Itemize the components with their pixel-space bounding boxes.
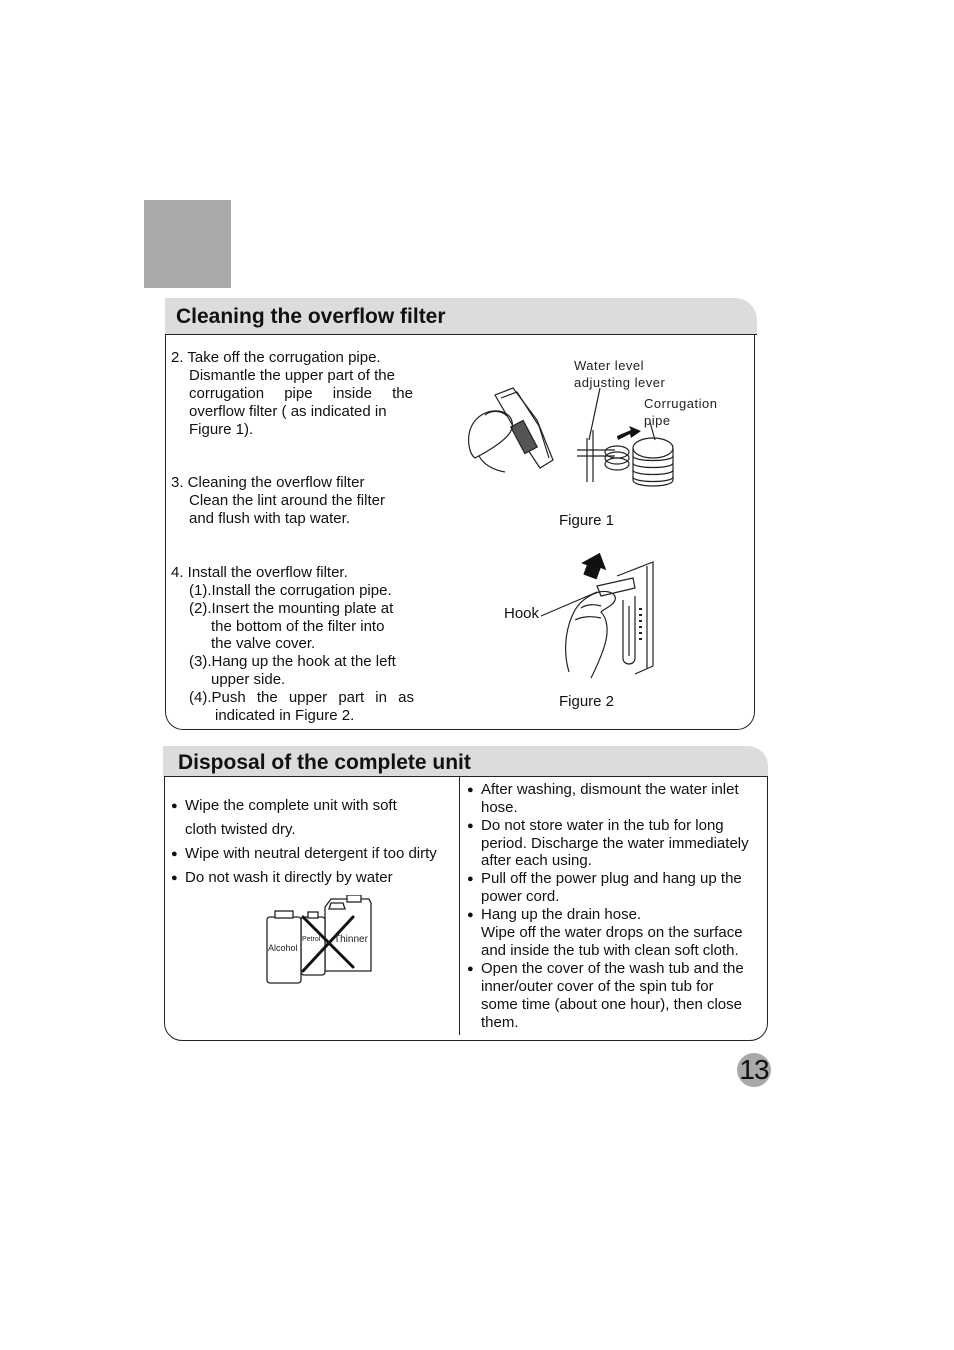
step4-word: upper: [288, 689, 328, 706]
step2-word: inside: [332, 385, 372, 402]
disposal-left-bullet1-line2: cloth twisted dry.: [185, 821, 296, 838]
disposal-right-bullet3-line1: ● Pull off the power plug and hang up the: [481, 870, 742, 888]
step2-line2: [189, 385, 413, 403]
step4-sub2-line2: the bottom of the filter into: [211, 618, 385, 635]
step4-sub2-line3: the valve cover.: [211, 635, 316, 652]
disposal-right-bullet1-line2: hose.: [481, 799, 518, 816]
disposal-column-divider: [459, 777, 460, 1035]
disposal-right-bullet2-line3: after each using.: [481, 852, 592, 869]
figure2-caption: Figure 2: [559, 693, 615, 710]
step2-heading: 2. Take off the corrugation pipe.: [171, 349, 381, 366]
disposal-right-bullet4-line3: and inside the tub with clean soft cloth.: [481, 942, 739, 959]
overflow-section-title: Cleaning the overflow filter: [176, 305, 446, 328]
step4-sub3-line2: upper side.: [211, 671, 286, 688]
figure2-label-hook: Hook: [504, 605, 540, 622]
step4-word: the: [256, 689, 278, 706]
disposal-right-bullet5-line2: inner/outer cover of the spin tub for: [481, 978, 714, 995]
step2-line1: Dismantle the upper part of the: [189, 367, 395, 384]
bottle-label-petrol: Petrol: [302, 936, 321, 943]
figure1-label-pipe-line2: pipe: [644, 413, 671, 428]
disposal-right-bullet1-line1: ● After washing, dismount the water inlet: [481, 781, 739, 799]
figure2-illustration: [535, 548, 665, 683]
step4-word: part: [338, 689, 365, 706]
bottle-label-alcohol: Alcohol: [268, 943, 298, 953]
figure1-label-lever-line2: adjusting lever: [574, 375, 666, 390]
step3-line2: and flush with tap water.: [189, 510, 350, 527]
step4-word: as: [398, 689, 414, 706]
figure1-label-lever-line1: Water level: [574, 358, 645, 373]
decorative-gray-square: [144, 200, 231, 288]
bottle-label-thinner: Thinner: [334, 934, 368, 945]
step3-line1: Clean the lint around the filter: [189, 492, 385, 509]
step2-line4: Figure 1).: [189, 421, 254, 438]
disposal-right-bullet2-line1: ● Do not store water in the tub for long: [481, 817, 724, 835]
step4-sub2-line1: (2).Insert the mounting plate at: [189, 600, 394, 617]
step3-heading: 3. Cleaning the overflow filter: [171, 474, 365, 491]
disposal-right-bullet5-line1: ● Open the cover of the wash tub and the: [481, 960, 744, 978]
disposal-right-bullet3-line2: power cord.: [481, 888, 560, 905]
step2-word: corrugation: [189, 385, 265, 402]
disposal-left-bullet1-line1: ● Wipe the complete unit with soft: [185, 797, 397, 815]
disposal-right-bullet5-line3: some time (about one hour), then close: [481, 996, 742, 1013]
disposal-left-bullet3: ● Do not wash it directly by water: [185, 869, 393, 887]
disposal-section-title: Disposal of the complete unit: [178, 751, 471, 774]
step4-heading: 4. Install the overflow filter.: [171, 564, 348, 581]
step2-word: pipe: [284, 385, 313, 402]
disposal-right-bullet4-line1: ● Hang up the drain hose.: [481, 906, 641, 924]
step4-sub3-line1: (3).Hang up the hook at the left: [189, 653, 396, 670]
step4-sub4-line1: [189, 689, 414, 707]
step2-line3: overflow filter ( as indicated in: [189, 403, 387, 420]
step4-word: (4).Push: [189, 689, 246, 706]
page-number: 13: [737, 1053, 771, 1087]
disposal-right-bullet2-line2: period. Discharge the water immediately: [481, 835, 749, 852]
step4-sub1: (1).Install the corrugation pipe.: [189, 582, 392, 599]
disposal-right-bullet4-line2: Wipe off the water drops on the surface: [481, 924, 743, 941]
step4-sub4-line2: indicated in Figure 2.: [215, 707, 355, 724]
disposal-right-bullet5-line4: them.: [481, 1014, 519, 1031]
step2-word: the: [392, 385, 413, 402]
figure1-label-pipe-line1: Corrugation: [644, 396, 718, 411]
step4-word: in: [375, 689, 387, 706]
figure1-caption: Figure 1: [559, 512, 615, 529]
disposal-left-bullet2: ● Wipe with neutral detergent if too dirty: [185, 845, 437, 863]
